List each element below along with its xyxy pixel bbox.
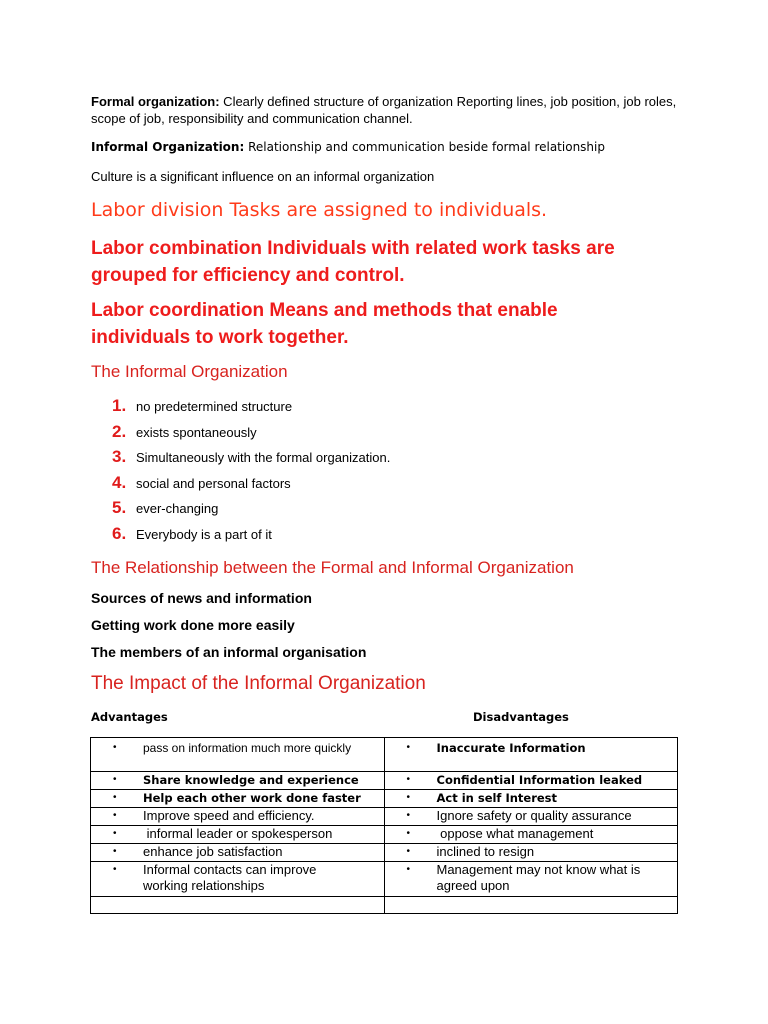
bullet-icon: • [113, 864, 117, 875]
disadvantage-text: inclined to resign [436, 844, 535, 859]
advantage-text: Share knowledge and experience [143, 773, 359, 787]
list-text: social and personal factors [136, 475, 291, 491]
disadvantage-cell [384, 826, 678, 844]
list-number: 1. [112, 396, 127, 415]
bullet-icon: • [406, 742, 411, 753]
labor-combination-heading: Labor combination Individuals with related work tasks are grouped for efficiency and control. [91, 238, 615, 286]
advantage-text: informal leader or spokesperson [143, 826, 333, 841]
table-row [91, 772, 678, 790]
formal-organization-paragraph [91, 93, 691, 127]
list-number: 4. [112, 472, 127, 492]
bullet-icon: • [113, 846, 117, 857]
list-item [112, 498, 390, 524]
informal-organization-paragraph [91, 140, 605, 154]
informal-organization-list [112, 396, 390, 549]
table-row [91, 862, 678, 897]
advantage-text: Help each other work done faster [143, 791, 361, 805]
list-item [112, 396, 390, 422]
list-text: ever-changing [136, 501, 219, 516]
advantage-cell [91, 808, 385, 826]
bullet-icon: • [113, 792, 117, 803]
list-item [112, 447, 390, 473]
empty-cell [91, 897, 385, 914]
bullet-icon: • [406, 810, 411, 821]
list-item [112, 422, 390, 448]
advantages-header: Advantages [91, 710, 168, 724]
bullet-icon: • [406, 846, 411, 857]
table-row [91, 808, 678, 826]
disadvantage-cell [384, 738, 678, 772]
list-text: Simultaneously with the formal organization. [136, 450, 391, 465]
informal-organization-section-title: The Informal Organization [91, 362, 288, 381]
informal-organization-text: Relationship and communication beside formal relationship [244, 140, 605, 154]
relationship-section-title: The Relationship between the Formal and Informal Organization [91, 558, 574, 577]
list-number: 3. [112, 447, 127, 466]
bullet-icon: • [113, 742, 117, 753]
disadvantage-cell [384, 862, 678, 897]
table-row [91, 738, 678, 772]
disadvantages-header: Disadvantages [473, 710, 569, 724]
labor-division-heading: Labor division Tasks are assigned to individuals. [91, 199, 548, 221]
list-item [112, 473, 390, 499]
advantage-cell [91, 844, 385, 862]
empty-cell [384, 897, 678, 914]
disadvantage-cell [384, 844, 678, 862]
relationship-point: The members of an informal organisation [91, 644, 367, 660]
impact-section-title: The Impact of the Informal Organization [91, 673, 426, 694]
disadvantage-text: Ignore safety or quality assurance [436, 808, 632, 823]
disadvantage-text: Inaccurate Information [436, 741, 586, 755]
advantage-text: enhance job satisfaction [143, 844, 283, 859]
disadvantage-text: Confidential Information leaked [436, 773, 643, 787]
list-item [112, 524, 390, 550]
table-row [91, 844, 678, 862]
list-number: 6. [112, 523, 127, 543]
formal-organization-label: Formal organization: [91, 94, 220, 109]
disadvantage-cell [384, 808, 678, 826]
bullet-icon: • [113, 828, 117, 839]
disadvantage-cell [384, 790, 678, 808]
relationship-point: Getting work done more easily [91, 617, 295, 633]
advantage-cell [91, 790, 385, 808]
formal-organization-text: Clearly defined structure of organization Reporting lines, job position, job roles, scope of job, responsibility and communication channel. [91, 94, 677, 126]
disadvantage-text: Management may not know what is agreed upon [436, 862, 641, 893]
disadvantage-text: Act in self Interest [436, 791, 558, 805]
advantage-cell [91, 738, 385, 772]
culture-paragraph: Culture is a significant influence on an informal organization [91, 169, 435, 184]
bullet-icon: • [406, 864, 411, 875]
impact-table [90, 737, 678, 914]
informal-organization-label: Informal Organization: [91, 140, 245, 154]
advantage-text: pass on information much more quickly [143, 741, 352, 755]
disadvantage-text: oppose what management [436, 826, 594, 841]
list-number: 2. [112, 421, 127, 441]
relationship-point: Sources of news and information [91, 590, 312, 606]
list-text: Everybody is a part of it [136, 526, 272, 542]
advantage-cell [91, 862, 385, 897]
disadvantage-cell [384, 772, 678, 790]
bullet-icon: • [113, 774, 117, 785]
labor-coordination-heading: Labor coordination Means and methods that enable individuals to work together. [91, 300, 558, 348]
list-number: 5. [112, 498, 127, 517]
advantage-text: Informal contacts can improve working relationships [143, 862, 317, 893]
table-row [91, 826, 678, 844]
bullet-icon: • [113, 810, 117, 821]
bullet-icon: • [406, 828, 411, 839]
advantage-text: Improve speed and efficiency. [143, 808, 315, 823]
bullet-icon: • [406, 792, 411, 803]
bullet-icon: • [406, 774, 411, 785]
list-text: no predetermined structure [136, 399, 293, 414]
advantage-cell [91, 826, 385, 844]
table-row [91, 790, 678, 808]
table-row [91, 897, 678, 914]
list-text: exists spontaneously [136, 424, 257, 440]
advantage-cell [91, 772, 385, 790]
